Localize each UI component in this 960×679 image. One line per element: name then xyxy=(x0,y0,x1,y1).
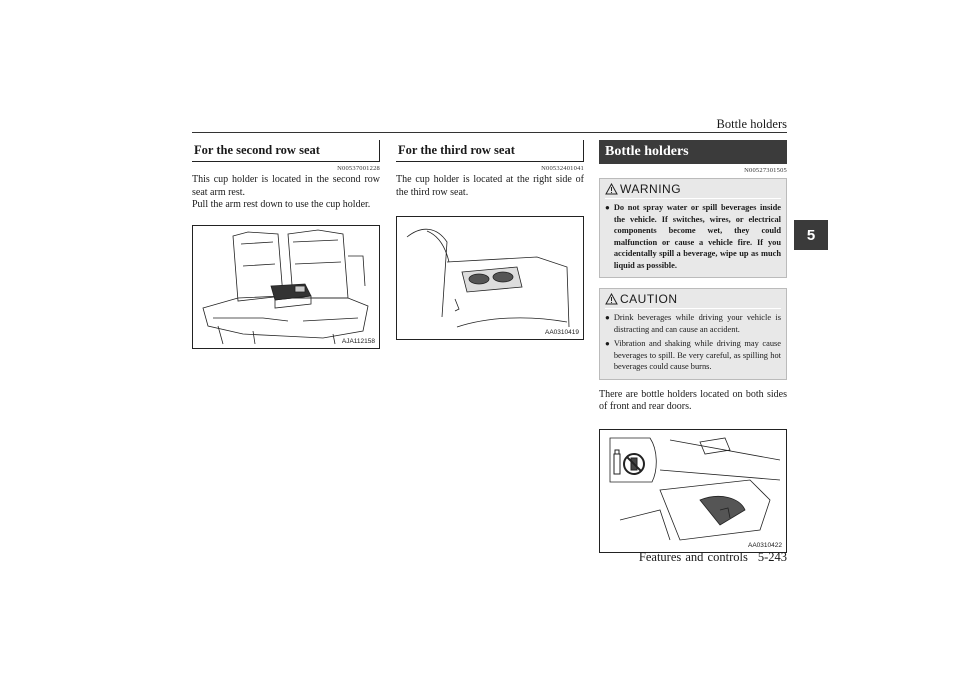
paragraph: This cup holder is located in the second row seat arm rest. xyxy=(192,174,380,198)
column-bottle-holders xyxy=(599,140,787,553)
section-heading-third-row: For the third row seat xyxy=(396,140,584,162)
caution-item xyxy=(605,312,781,335)
running-head: Bottle holders xyxy=(716,117,787,131)
section-code: N00527301505 xyxy=(744,167,787,174)
column-third-row xyxy=(396,140,584,340)
warning-triangle-icon xyxy=(605,183,618,195)
bullet-icon: ● xyxy=(605,339,610,348)
bullet-icon: ● xyxy=(605,203,610,212)
paragraph: Pull the arm rest down to use the cup holder. xyxy=(192,199,371,210)
section-heading-second-row: For the second row seat xyxy=(192,140,380,162)
caution-item-text: Drink beverages while driving your vehicle is distracting and can cause an accident. xyxy=(613,313,781,334)
caution-item xyxy=(605,338,781,373)
footer-section: Features and controls xyxy=(638,550,748,564)
caution-title xyxy=(605,292,781,309)
cup-holder-illustration xyxy=(397,217,583,339)
warning-title xyxy=(605,182,781,199)
seat-illustration xyxy=(193,226,379,348)
page-number: 5-243 xyxy=(757,550,787,564)
chapter-tab: 5 xyxy=(794,220,828,250)
caution-box xyxy=(599,288,787,380)
figure-label: AA0310419 xyxy=(545,329,579,336)
warning-item xyxy=(605,202,781,271)
warning-triangle-icon xyxy=(605,293,618,305)
door-illustration xyxy=(600,430,786,552)
section-heading-bottle-holders: Bottle holders xyxy=(599,140,787,164)
bullet-icon: ● xyxy=(605,313,610,322)
figure-label: AJA112158 xyxy=(341,337,375,345)
column-second-row xyxy=(192,140,380,349)
figure-label: AA0310422 xyxy=(748,541,782,549)
figure-second-row-seat xyxy=(192,225,380,349)
section-code: N00532401041 xyxy=(541,165,584,172)
paragraph: The cup holder is located at the right side of the third row seat. xyxy=(396,174,584,198)
figure-third-row-seat xyxy=(396,216,584,340)
paragraph: There are bottle holders located on both sides of front and rear doors. xyxy=(599,388,787,412)
top-rule xyxy=(192,132,787,133)
page-footer xyxy=(639,550,787,565)
caution-title-text: CAUTION xyxy=(620,292,678,306)
caution-item-text: Vibration and shaking while driving may cause beverages to spill. Be very careful, as spilling hot beverages could cause burns. xyxy=(613,339,781,371)
warning-box xyxy=(599,178,787,278)
warning-item-text: Do not spray water or spill beverages inside the vehicle. If switches, wires, or electrical components become wet, they could malfunction or cause a vehicle fire. If you accidentally spill a beverage, wipe up as much liquid as possible. xyxy=(613,203,781,270)
section-code: N00537001228 xyxy=(337,165,380,172)
figure-door-bottle-holder xyxy=(599,429,787,553)
warning-title-text: WARNING xyxy=(620,182,682,196)
